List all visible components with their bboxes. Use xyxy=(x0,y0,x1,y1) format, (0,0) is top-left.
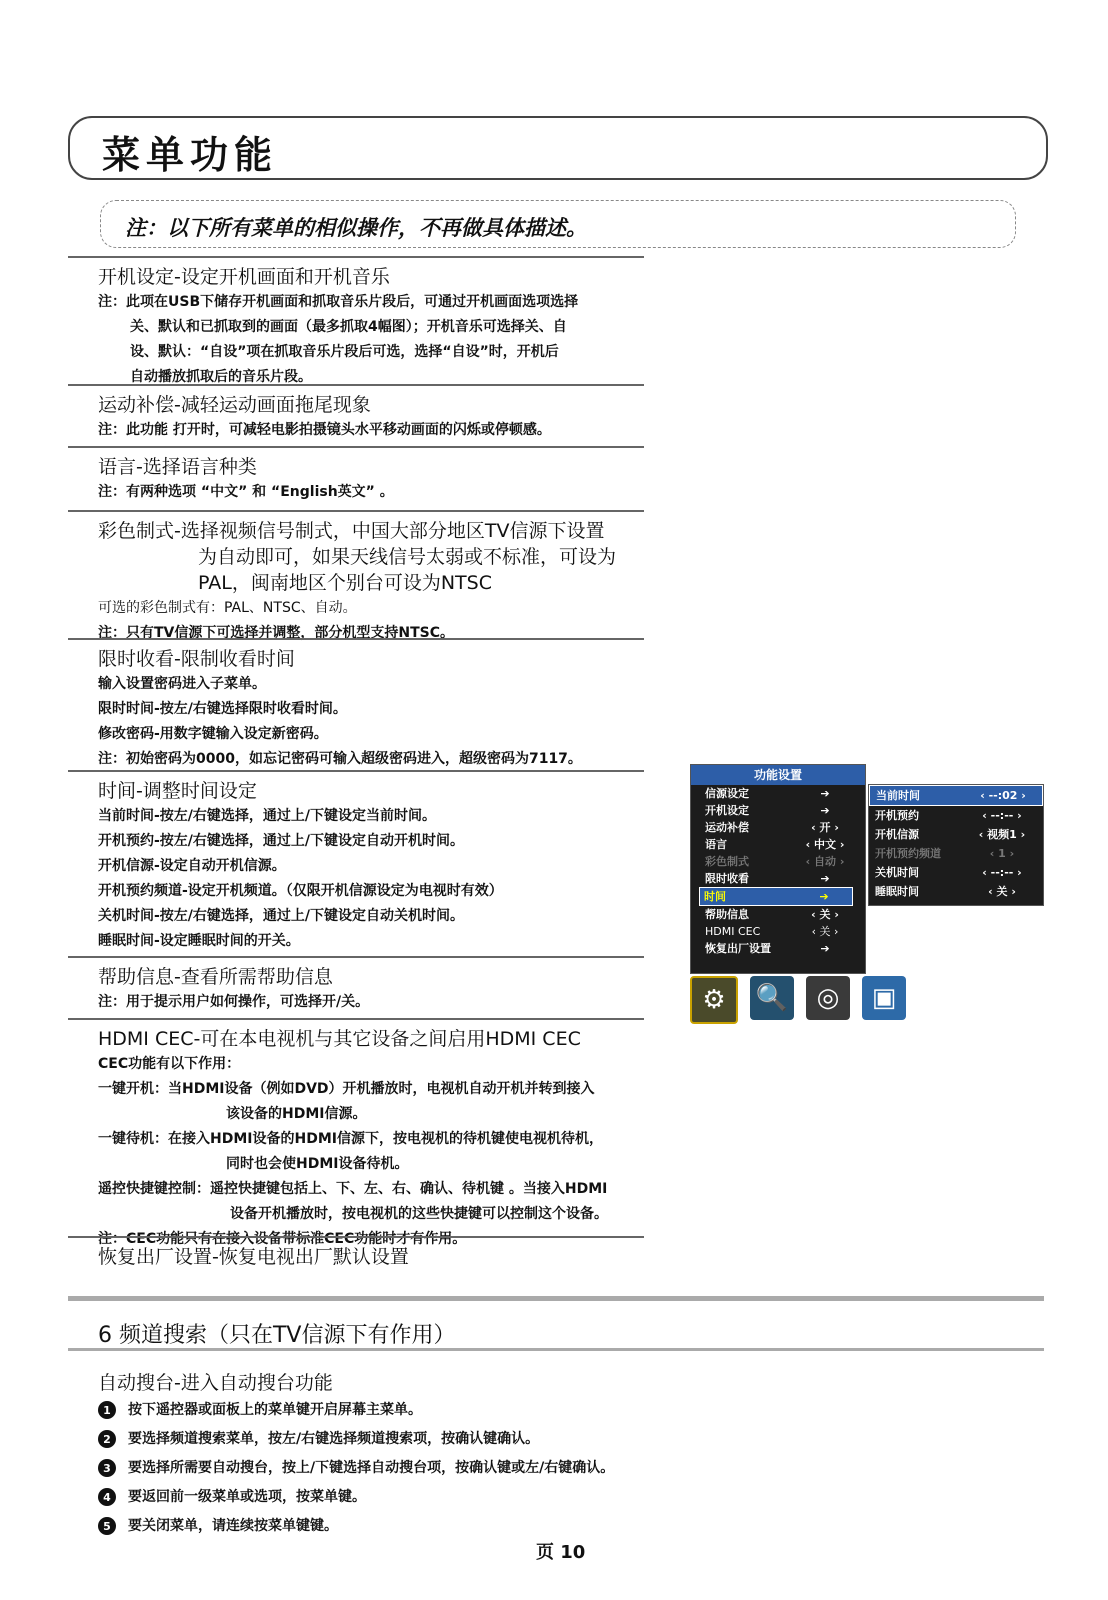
note-line: 注：只有TV信源下可选择并调整，部分机型支持NTSC。 xyxy=(98,625,455,641)
note-line: 输入设置密码进入子菜单。 xyxy=(98,676,266,692)
section-boot xyxy=(68,256,644,390)
note-line: 设、默认：“自设”项在抓取音乐片段后可选，选择“自设”时，开机后 xyxy=(130,344,559,360)
note-line: 开机预约频道-设定开机频道。（仅限开机信源设定为电视时有效） xyxy=(98,883,503,899)
auto-search-heading: 自动搜台-进入自动搜台功能 xyxy=(98,1372,333,1394)
section-divider xyxy=(68,1296,1044,1301)
note-line: CEC功能有以下作用： xyxy=(98,1056,241,1072)
tv-menu-item[interactable]: 语言 ‹ 中文 › xyxy=(705,838,845,851)
note-line: 当前时间-按左/右键选择，通过上/下键设定当前时间。 xyxy=(98,808,437,824)
note-line: 关、默认和已抓取到的画面（最多抓取4幅图）；开机音乐可选择关、自 xyxy=(130,319,567,335)
section-color xyxy=(68,510,644,646)
note-line: 限时时间-按左/右键选择限时收看时间。 xyxy=(98,701,347,717)
tv-menu-item[interactable]: 限时收看 ➔ xyxy=(705,872,830,885)
tv-menu-item-selected[interactable]: 时间 ➔ xyxy=(699,887,853,906)
tv-menu-item[interactable]: 开机设定 ➔ xyxy=(705,804,830,817)
tv-submenu-item: 开机预约频道 ‹ 1 › xyxy=(875,847,1015,860)
step-text: 要选择频道搜索菜单，按左/右键选择频道搜索项，按确认键确认。 xyxy=(128,1431,540,1447)
section-heading-cont: 为自动即可，如果天线信号太弱或不标准，可设为 xyxy=(198,546,617,568)
section-heading: 开机设定-设定开机画面和开机音乐 xyxy=(98,266,390,288)
section-heading-cont: PAL，闽南地区个别台可设为NTSC xyxy=(198,572,492,594)
tv-menu-item[interactable]: 运动补偿 ‹ 开 › xyxy=(705,821,839,834)
section-language xyxy=(68,446,644,505)
page-title: 菜单功能 xyxy=(102,132,279,177)
section-heading: HDMI CEC-可在本电视机与其它设备之间启用HDMI CEC xyxy=(98,1028,581,1050)
section-reset xyxy=(68,1236,644,1270)
top-note: 注：以下所有菜单的相似操作，不再做具体描述。 xyxy=(125,215,587,240)
tv-menu-item[interactable]: HDMI CEC ‹ 关 › xyxy=(705,925,839,938)
film-reel-icon[interactable]: ◎ xyxy=(806,976,850,1020)
note-line: 睡眠时间-设定睡眠时间的开关。 xyxy=(98,933,300,949)
step-number: 5 xyxy=(98,1517,116,1535)
section-cec xyxy=(68,1018,644,1252)
section-limit xyxy=(68,638,644,772)
note-line: 设备开机播放时，按电视机的这些快捷键可以控制这个设备。 xyxy=(230,1206,608,1222)
tv-submenu-item[interactable]: 开机预约 ‹ --:-- › xyxy=(875,809,1022,822)
step-text: 要关闭菜单，请连续按菜单键键。 xyxy=(128,1518,338,1534)
note-line: 一键开机：当HDMI设备（例如DVD）开机播放时，电视机自动开机并转到接入 xyxy=(98,1081,595,1097)
note-line: 关机时间-按左/右键选择，通过上/下键设定自动关机时间。 xyxy=(98,908,465,924)
step-item xyxy=(98,1514,658,1539)
gear-icon[interactable]: ⚙ xyxy=(690,976,738,1024)
tv-function-menu xyxy=(690,764,866,974)
step-item xyxy=(98,1485,658,1510)
tv-submenu-item[interactable]: 开机信源 ‹ 视频1 › xyxy=(875,828,1026,841)
step-item xyxy=(98,1456,658,1481)
note-line: 自动播放抓取后的音乐片段。 xyxy=(130,369,312,385)
steps-list xyxy=(98,1398,658,1543)
tv-menu-item[interactable]: 信源设定 ➔ xyxy=(705,787,830,800)
section-heading: 彩色制式-选择视频信号制式，中国大部分地区TV信源下设置 xyxy=(98,520,605,542)
section-divider xyxy=(68,1348,1044,1351)
section-heading: 恢复出厂设置-恢复电视出厂默认设置 xyxy=(98,1246,409,1268)
section-heading: 限时收看-限制收看时间 xyxy=(98,648,295,670)
step-number: 1 xyxy=(98,1401,116,1419)
step-text: 按下遥控器或面板上的菜单键开启屏幕主菜单。 xyxy=(128,1402,422,1418)
note-line: 注：此项在USB下储存开机画面和抓取音乐片段后，可通过开机画面选项选择 xyxy=(98,294,579,310)
tv-menu-title: 功能设置 xyxy=(691,765,865,785)
note-line: 遥控快捷键控制：遥控快捷键包括上、下、左、右、确认、待机键 。当接入HDMI xyxy=(98,1181,608,1197)
step-item xyxy=(98,1427,658,1452)
step-item xyxy=(98,1398,658,1423)
tv-menu-item: 彩色制式 ‹ 自动 › xyxy=(705,855,845,868)
step-number: 4 xyxy=(98,1488,116,1506)
top-note-box xyxy=(100,200,1016,248)
tv-submenu-item[interactable]: 睡眠时间 ‹ 关 › xyxy=(875,885,1016,898)
note-line: 注：用于提示用户如何操作，可选择开/关。 xyxy=(98,994,370,1010)
note-line: 一键待机：在接入HDMI设备的HDMI信源下，按电视机的待机键使电视机待机， xyxy=(98,1131,603,1147)
note-line: 该设备的HDMI信源。 xyxy=(226,1106,367,1122)
section-motion xyxy=(68,384,644,443)
section6-title: 6 频道搜索（只在TV信源下有作用） xyxy=(98,1323,456,1348)
section-help xyxy=(68,956,644,1015)
note-line: 修改密码-用数字键输入设定新密码。 xyxy=(98,726,328,742)
step-number: 3 xyxy=(98,1459,116,1477)
tv-menu-item[interactable]: 帮助信息 ‹ 关 › xyxy=(705,908,839,921)
section-time xyxy=(68,770,644,954)
page-number: 页 10 xyxy=(536,1542,586,1563)
note-line: 注：CEC功能只有在接入设备带标准CEC功能时才有作用。 xyxy=(98,1231,467,1247)
note-line: 同时也会使HDMI设备待机。 xyxy=(226,1156,409,1172)
note-line: 注：初始密码为0000，如忘记密码可输入超级密码进入，超级密码为7117。 xyxy=(98,751,582,767)
section-heading: 语言-选择语言种类 xyxy=(98,456,257,478)
section-heading: 时间-调整时间设定 xyxy=(98,780,257,802)
note-line: 注：此功能 打开时，可减轻电影拍摄镜头水平移动画面的闪烁或停顿感。 xyxy=(98,422,551,438)
tv-submenu-item-selected[interactable]: 当前时间 ‹ --:02 › xyxy=(869,785,1043,806)
section-heading: 帮助信息-查看所需帮助信息 xyxy=(98,966,333,988)
tv-menu-item[interactable]: 恢复出厂设置 ➔ xyxy=(705,942,830,955)
step-text: 要选择所需要自动搜台，按上/下键选择自动搜台项，按确认键或左/右键确认。 xyxy=(128,1460,615,1476)
tv-submenu-item[interactable]: 关机时间 ‹ --:-- › xyxy=(875,866,1022,879)
note-line: 开机预约-按左/右键选择，通过上/下键设定自动开机时间。 xyxy=(98,833,465,849)
section-heading: 运动补偿-减轻运动画面拖尾现象 xyxy=(98,394,371,416)
page-title-box xyxy=(68,116,1048,180)
tv-menu-icon-bar xyxy=(690,976,918,1024)
note-line: 开机信源-设定自动开机信源。 xyxy=(98,858,286,874)
tv-time-submenu xyxy=(868,784,1044,906)
step-number: 2 xyxy=(98,1430,116,1448)
search-icon[interactable]: 🔍 xyxy=(750,976,794,1020)
note-line: 可选的彩色制式有：PAL、NTSC、自动。 xyxy=(98,600,357,616)
note-line: 注：有两种选项 “中文” 和 “English英文” 。 xyxy=(98,484,394,500)
step-text: 要返回前一级菜单或选项，按菜单键。 xyxy=(128,1489,366,1505)
picture-icon[interactable]: ▣ xyxy=(862,976,906,1020)
